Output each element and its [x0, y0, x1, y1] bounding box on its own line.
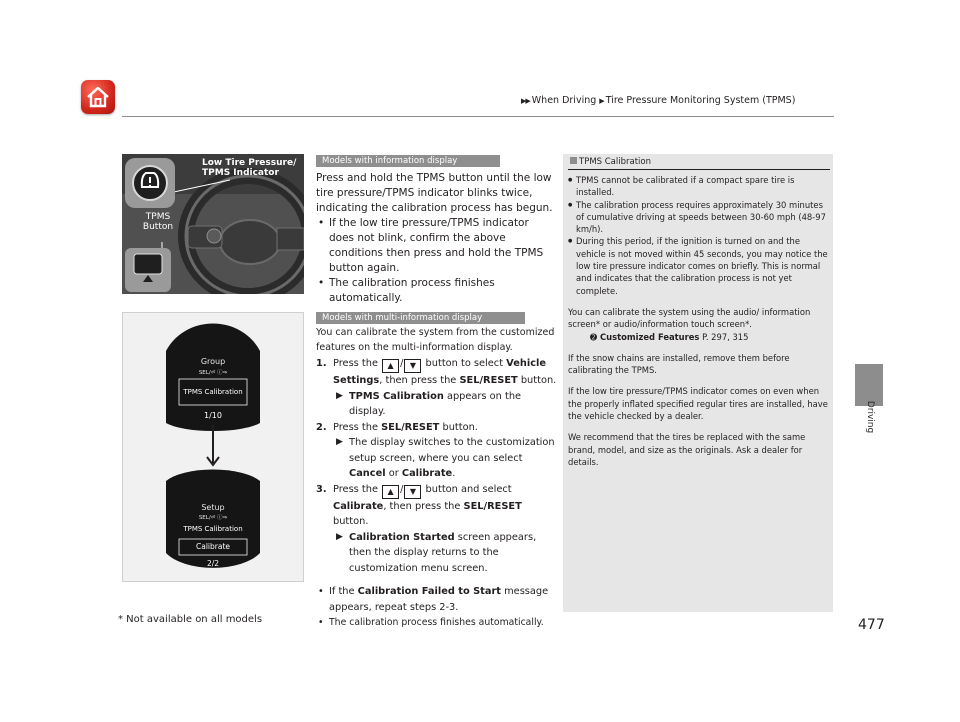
result-arrow-icon: ▶ — [336, 531, 343, 542]
display-screens-illustration — [123, 313, 303, 581]
step-1-text-d: , then press the — [379, 375, 457, 386]
step-2-cancel: Cancel — [349, 468, 386, 479]
multi-bullet-1-text-a: If the — [329, 586, 355, 597]
screen1-sel: SEL/⏎ ⓘ⇒ — [198, 370, 228, 376]
step-1-text-a: Press the — [333, 358, 378, 369]
scroll-down-key-icon: ▼ — [404, 359, 421, 373]
screen1-title: Group — [200, 357, 226, 366]
screen2-item: TPMS Calibration — [183, 525, 243, 533]
result-arrow-icon: ▶ — [336, 390, 343, 401]
screen2-page: 2/2 — [206, 559, 220, 568]
step-3-result — [333, 530, 560, 577]
page-number: 477 — [858, 617, 885, 633]
customized-features-link[interactable] — [568, 331, 828, 343]
multi-bullet-1-bold: Calibration Failed to Start — [357, 586, 501, 597]
note-title-text: TPMS Calibration — [579, 157, 651, 167]
home-button[interactable] — [81, 80, 115, 114]
note-para-2: If the snow chains are installed, remove them before calibrating the TPMS. — [568, 352, 790, 376]
reference-arrow-icon: ➋ — [590, 331, 598, 342]
multi-bullet-2: • The calibration process finishes automatically. — [316, 615, 560, 631]
indicator-callout-line2: TPMS Indicator — [202, 168, 279, 178]
step-1-number: 1. — [316, 358, 327, 369]
step-3-text-d: , then press the — [383, 500, 461, 512]
calibration-steps — [316, 356, 560, 631]
breadcrumb — [521, 95, 795, 106]
info-bullet-2: • The calibration process finishes automatically. — [316, 276, 556, 306]
step-3-text-a: Press the — [333, 483, 378, 495]
note-bullet-2: ● The calibration process requires approximately 30 minutes of cumulative driving at speeds between 30-60 mph (48-97 km/h). — [568, 199, 828, 236]
button-callout-line1: TPMS — [145, 212, 171, 222]
step-2-text-a: Press the — [333, 421, 378, 433]
step-1-text-f: button. — [520, 375, 557, 386]
step-3: 3. Press the ▲ / ▼ button and select Calibrate, then press the SEL/RESET button. ▶ Calibration Started screen appears, then the display returns to the customization menu screen. — [316, 482, 560, 577]
step-3-number: 3. — [316, 483, 327, 495]
scroll-down-key-icon: ▼ — [404, 485, 421, 499]
note-para-1: You can calibrate the system using the audio/ information screen* or audio/information touch screen*. — [568, 306, 811, 330]
scroll-up-key-icon: ▲ — [382, 485, 399, 499]
breadcrumb-arrow-icon: ▶ — [599, 97, 604, 105]
multi-intro: You can calibrate the system from the customized features on the multi-information display. — [316, 327, 555, 353]
scroll-up-key-icon: ▲ — [382, 359, 399, 373]
breadcrumb-item-when-driving[interactable]: When Driving — [531, 95, 597, 106]
reference-title: Customized Features — [600, 331, 700, 342]
note-para-4: We recommend that the tires be replaced with the same brand, model, and size as the originals. Ask a dealer for details. — [568, 432, 806, 467]
step-3-calibrate: Calibrate — [333, 500, 384, 512]
note-title — [570, 157, 651, 167]
display-screens-figure — [122, 312, 304, 582]
screen2-title: Setup — [201, 503, 225, 512]
step-2-result-text: The display switches to the customization setup screen, where you can select — [349, 437, 555, 464]
button-callout — [136, 212, 180, 232]
screen2-option: Calibrate — [196, 542, 230, 551]
step-1-sel-reset: SEL/RESET — [459, 375, 518, 386]
multi-bullet-1-text-c: message appears, repeat steps 2-3. — [329, 586, 549, 613]
note-body — [568, 174, 828, 468]
footnote: * Not available on all models — [118, 614, 263, 625]
note-bullet-3: ● During this period, if the ignition is turned on and the vehicle is not moved within 45 seconds, you may notice the low tire pressure indicator comes on briefly. This is normal and indicates that the calibration process is not yet complete. — [568, 235, 828, 296]
indicator-callout-line1: Low Tire Pressure/ — [202, 158, 297, 168]
step-1-result-text: appears on the display. — [349, 390, 522, 417]
step-1-result-bold: TPMS Calibration — [349, 390, 444, 402]
step-3-result-text: screen appears, then the display returns to the customization menu screen. — [349, 531, 537, 574]
step-2-result — [333, 435, 560, 482]
reference-pages: P. 297, 315 — [702, 331, 749, 342]
screen2-sel: SEL/⏎ ⓘ⇒ — [198, 515, 228, 521]
note-icon — [570, 157, 577, 164]
step-2 — [316, 420, 560, 482]
note-bullet-1: ● TPMS cannot be calibrated if a compact spare tire is installed. — [568, 174, 828, 199]
step-2-or: or — [388, 468, 399, 479]
breadcrumb-item-tpms[interactable]: Tire Pressure Monitoring System (TPMS) — [605, 95, 796, 106]
step-3-sel-reset: SEL/RESET — [463, 500, 522, 512]
header-divider — [122, 116, 834, 117]
step-3-text-b: button and select — [425, 483, 512, 495]
screen1-item: TPMS Calibration — [183, 388, 243, 396]
step-1-vehicle-settings: Vehicle Settings — [333, 358, 547, 386]
indicator-callout — [202, 158, 296, 178]
step-2-number: 2. — [316, 421, 327, 433]
note-para-3: If the low tire pressure/TPMS indicator comes on even when the properly inflated specified regular tires are installed, have the vehicle checked by a dealer. — [568, 386, 828, 422]
step-3-result-bold: Calibration Started — [349, 531, 455, 543]
breadcrumb-arrow-icon: ▶▶ — [521, 97, 530, 105]
info-display-instructions — [316, 171, 556, 306]
step-2-sel-reset: SEL/RESET — [381, 421, 440, 433]
section-tag-info-display: Models with information display — [316, 155, 500, 167]
result-arrow-icon: ▶ — [336, 437, 343, 447]
note-divider — [568, 169, 830, 170]
info-para: Press and hold the TPMS button until the low tire pressure/TPMS indicator blinks twice, indicating the calibration process has begun. — [316, 172, 553, 214]
step-1: 1. Press the ▲ / ▼ button to select Vehicle Settings, then press the SEL/RESET button. ▶ TPMS Calibration appears on the display. — [316, 356, 560, 420]
screen1-page: 1/10 — [204, 411, 222, 420]
step-2-calibrate: Calibrate — [401, 468, 453, 479]
step-2-text-c: button. — [442, 421, 478, 433]
button-callout-line2: Button — [142, 222, 174, 232]
step-1-result — [333, 389, 560, 420]
step-1-text-b: button to select — [425, 358, 504, 369]
step-2-period: . — [452, 468, 456, 479]
section-tag-multi-display: Models with multi-information display — [316, 312, 525, 324]
info-bullet-1: • If the low tire pressure/TPMS indicator does not blink, confirm the above conditions then press and hold the TPMS button again. — [316, 216, 556, 276]
home-icon — [81, 80, 115, 114]
section-tab-label: Driving — [865, 400, 875, 434]
step-3-text-f: button. — [333, 516, 369, 527]
steering-wheel-figure — [122, 154, 304, 294]
multi-bullet-1 — [316, 584, 560, 615]
